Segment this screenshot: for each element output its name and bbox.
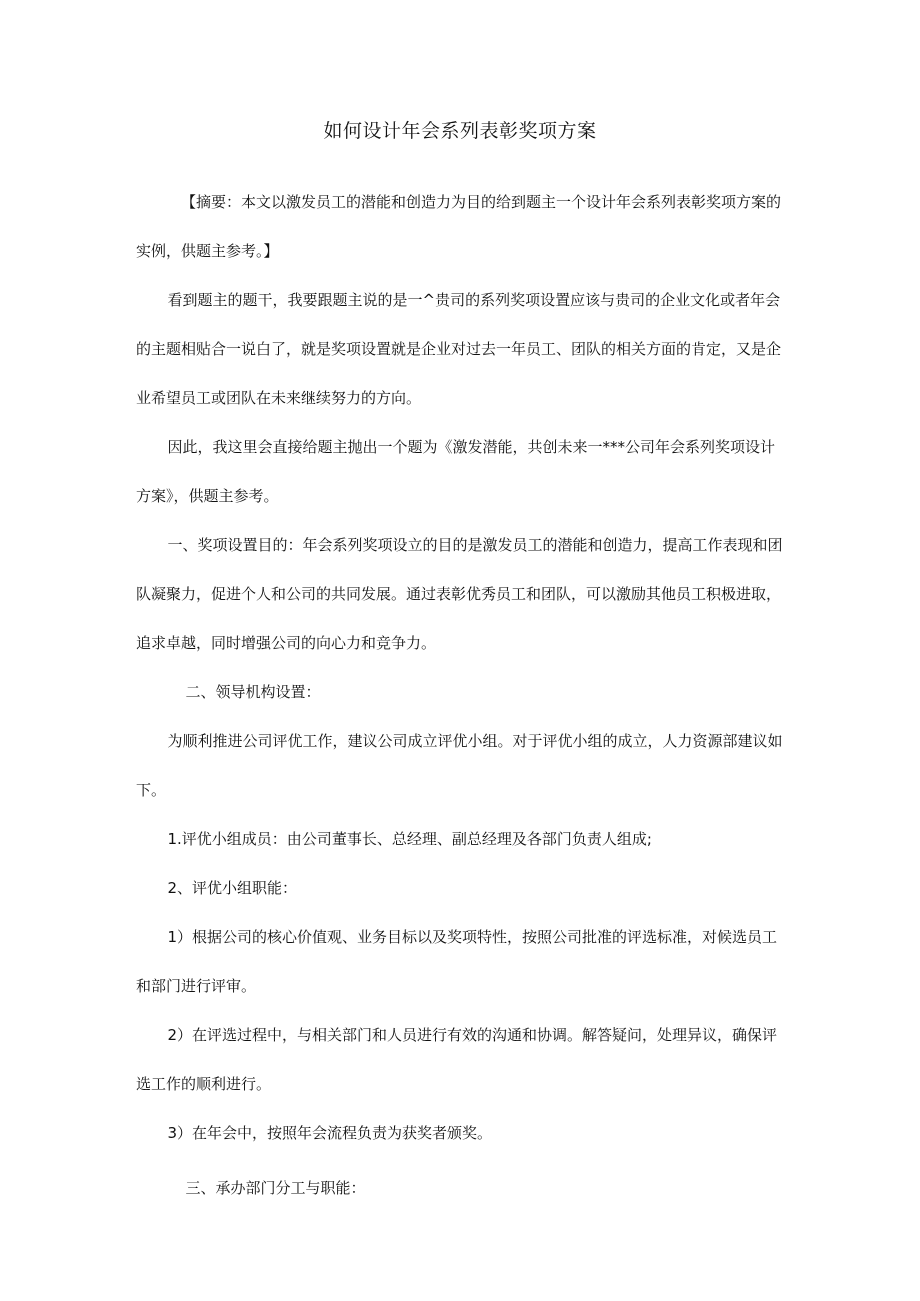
list-item: 3）在年会中，按照年会流程负责为获奖者颁奖。 bbox=[167, 1124, 493, 1142]
body-paragraph: 为顺利推进公司评优工作，建议公司成立评优小组。对于评优小组的成立，人力资源部建议如下。 bbox=[136, 732, 783, 799]
document-body bbox=[136, 178, 788, 1213]
section-heading-departments: 三、承办部门分工与职能： bbox=[185, 1179, 366, 1197]
section-heading-leadership: 二、领导机构设置： bbox=[185, 683, 321, 701]
abstract-paragraph: 【摘要：本文以激发员工的潜能和创造力为目的给到题主一个设计年会系列表彰奖项方案的实例，供题主参考。】 bbox=[136, 193, 782, 260]
list-item: 1.评优小组成员：由公司董事长、总经理、副总经理及各部门负责人组成; bbox=[167, 830, 652, 848]
document-title: 如何设计年会系列表彰奖项方案 bbox=[323, 120, 597, 142]
body-paragraph: 看到题主的题干，我要跟题主说的是一^贵司的系列奖项设置应该与贵司的企业文化或者年会的主题相贴合一说白了，就是奖项设置就是企业对过去一年员工、团队的相关方面的肯定，又是企业希望员工或团队在未来继续努力的方向。 bbox=[136, 291, 782, 407]
section-heading-purpose: 一、奖项设置目的：年会系列奖项设立的目的是激发员工的潜能和创造力，提高工作表现和团队凝聚力，促进个人和公司的共同发展。通过表彰优秀员工和团队，可以激励其他员工积极进取，追求卓越，同时增强公司的向心力和竞争力。 bbox=[136, 536, 783, 652]
list-item: 1）根据公司的核心价值观、业务目标以及奖项特性，按照公司批准的评选标准，对候选员工和部门进行评审。 bbox=[136, 928, 778, 995]
list-item: 2、评优小组职能： bbox=[167, 879, 298, 897]
body-paragraph: 因此，我这里会直接给题主抛出一个题为《激发潜能，共创未来一***公司年会系列奖项设计方案》，供题主参考。 bbox=[136, 438, 776, 505]
list-item: 2）在评选过程中，与相关部门和人员进行有效的沟通和协调。解答疑问，处理异议，确保评选工作的顺利进行。 bbox=[136, 1026, 778, 1093]
